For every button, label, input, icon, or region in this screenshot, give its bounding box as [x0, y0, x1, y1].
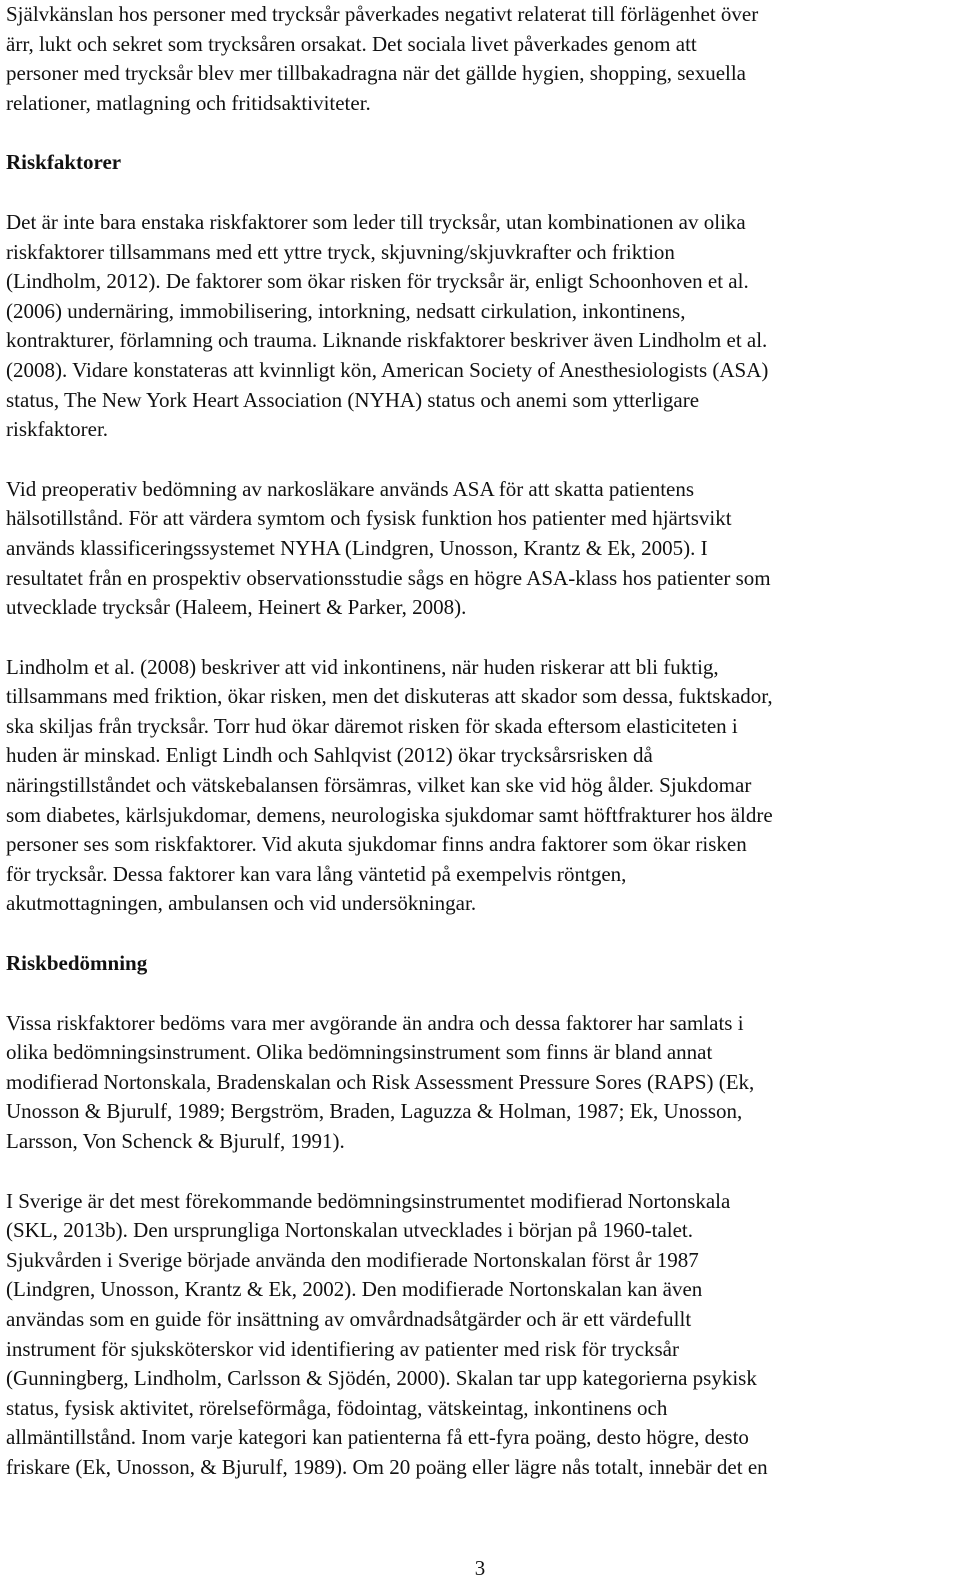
- text-line: allmäntillstånd. Inom varje kategori kan patienterna få ett-fyra poäng, desto högre, desto: [6, 1425, 749, 1450]
- text-line: riskfaktorer tillsammans med ett yttre tryck, skjuvning/skjuvkrafter och friktion: [6, 239, 675, 264]
- intro-paragraph: [6, 0, 951, 118]
- text-line: (2008). Vidare konstateras att kvinnligt kön, American Society of Anesthesiologists (ASA): [6, 357, 769, 382]
- text-line: Lindholm et al. (2008) beskriver att vid inkontinens, när huden riskerar att bli fuktig,: [6, 654, 719, 679]
- text-line: relationer, matlagning och fritidsaktiviteter.: [6, 90, 371, 115]
- text-line: riskfaktorer.: [6, 417, 109, 442]
- text-line: Larsson, Von Schenck & Bjurulf, 1991).: [6, 1129, 345, 1153]
- text-line: (Gunningberg, Lindholm, Carlsson & Sjödén, 2000). Skalan tar upp kategorierna psykisk: [6, 1366, 757, 1391]
- text-line: (2006) undernäring, immobilisering, intorkning, nedsatt cirkulation, inkontinens,: [6, 298, 686, 323]
- text-line: hälsotillstånd. För att värdera symtom och fysisk funktion hos patienter med hjärtsvikt: [6, 506, 732, 531]
- text-line: användas som en guide för insättning av omvårdnadsåtgärder och är ett värdefullt: [6, 1306, 692, 1331]
- text-line: akutmottagningen, ambulansen och vid undersökningar.: [6, 891, 477, 916]
- text-line: ärr, lukt och sekret som trycksåren orsakat. Det sociala livet påverkades genom att: [6, 31, 697, 56]
- text-line: status, The New York Heart Association (NYHA) status och anemi som ytterligare: [6, 387, 700, 412]
- text-line: som diabetes, kärlsjukdomar, demens, neurologiska sjukdomar samt höftfrakturer hos äldre: [6, 802, 773, 827]
- text-line: huden är minskad. Enligt Lindh och Sahlqvist (2012) ökar trycksårsrisken då: [6, 743, 653, 768]
- text-line: kontrakturer, förlamning och trauma. Liknande riskfaktorer beskriver även Lindholm et al.: [6, 328, 768, 353]
- section-heading-riskfaktorer: Riskfaktorer: [6, 150, 122, 175]
- riskfaktorer-paragraph-3: [6, 653, 951, 919]
- text-line: personer ses som riskfaktorer. Vid akuta sjukdomar finns andra faktorer som ökar risken: [6, 832, 747, 857]
- text-line: I Sverige är det mest förekommande bedömningsinstrumentet modifierad Nortonskala: [6, 1188, 731, 1213]
- text-line: status, fysisk aktivitet, rörelseförmåga, födointag, vätskeintag, inkontinens och: [6, 1395, 668, 1420]
- text-line: tillsammans med friktion, ökar risken, men det diskuteras att skador som dessa, fuktskador,: [6, 684, 773, 709]
- text-line: utvecklade trycksår (Haleem, Heinert & Parker, 2008).: [6, 595, 467, 620]
- text-line: Vissa riskfaktorer bedöms vara mer avgörande än andra och dessa faktorer har samlats i: [6, 1010, 744, 1035]
- text-line: resultatet från en prospektiv observationsstudie sågs en högre ASA-klass hos patienter som: [6, 565, 771, 590]
- text-line: Det är inte bara enstaka riskfaktorer som leder till trycksår, utan kombinationen av olika: [6, 209, 746, 234]
- text-line: Vid preoperativ bedömning av narkosläkare används ASA för att skatta patientens: [6, 476, 695, 501]
- text-line: (Lindgren, Unosson, Krantz & Ek, 2002). Den modifierade Nortonskalan kan även: [6, 1277, 703, 1302]
- text-line: Självkänslan hos personer med trycksår påverkades negativt relaterat till förlägenhet över: [6, 2, 759, 26]
- text-line: Unosson & Bjurulf, 1989; Bergström, Braden, Laguzza & Holman, 1987; Ek, Unosson,: [6, 1099, 743, 1124]
- text-line: (SKL, 2013b). Den ursprungliga Nortonskalan utvecklades i början på 1960-talet.: [6, 1218, 694, 1243]
- text-line: modifierad Nortonskala, Bradenskalan och Risk Assessment Pressure Sores (RAPS) (Ek,: [6, 1069, 755, 1094]
- text-line: personer med trycksår blev mer tillbakadragna när det gällde hygien, shopping, sexuella: [6, 61, 747, 86]
- text-line: (Lindholm, 2012). De faktorer som ökar risken för trycksår är, enligt Schoonhoven et al.: [6, 269, 749, 294]
- text-line: ska skiljas från trycksår. Torr hud ökar däremot risken för skada eftersom elasticiteten i: [6, 713, 738, 738]
- text-line: används klassificeringssystemet NYHA (Lindgren, Unosson, Krantz & Ek, 2005). I: [6, 535, 708, 560]
- text-line: instrument för sjuksköterskor vid identifiering av patienter med risk för trycksår: [6, 1336, 679, 1361]
- riskbedomning-paragraph-1: [6, 1009, 951, 1157]
- riskbedomning-paragraph-2: [6, 1187, 951, 1483]
- riskfaktorer-paragraph-2: [6, 475, 951, 623]
- text-line: olika bedömningsinstrument. Olika bedömningsinstrument som finns är bland annat: [6, 1040, 713, 1065]
- text-line: Sjukvården i Sverige började använda den modifierade Nortonskalan först år 1987: [6, 1247, 699, 1272]
- text-line: friskare (Ek, Unosson, & Bjurulf, 1989). Om 20 poäng eller lägre nås totalt, innebär det en: [6, 1454, 768, 1479]
- document-page: [6, 0, 951, 1483]
- riskfaktorer-paragraph-1: [6, 208, 951, 445]
- text-line: för trycksår. Dessa faktorer kan vara lång väntetid på exempelvis röntgen,: [6, 861, 627, 886]
- page-number: 3: [474, 1556, 486, 1580]
- text-line: näringstillståndet och vätskebalansen försämras, vilket kan ske vid hög ålder. Sjukdomar: [6, 773, 752, 798]
- section-heading-riskbedomning: Riskbedömning: [6, 951, 148, 976]
